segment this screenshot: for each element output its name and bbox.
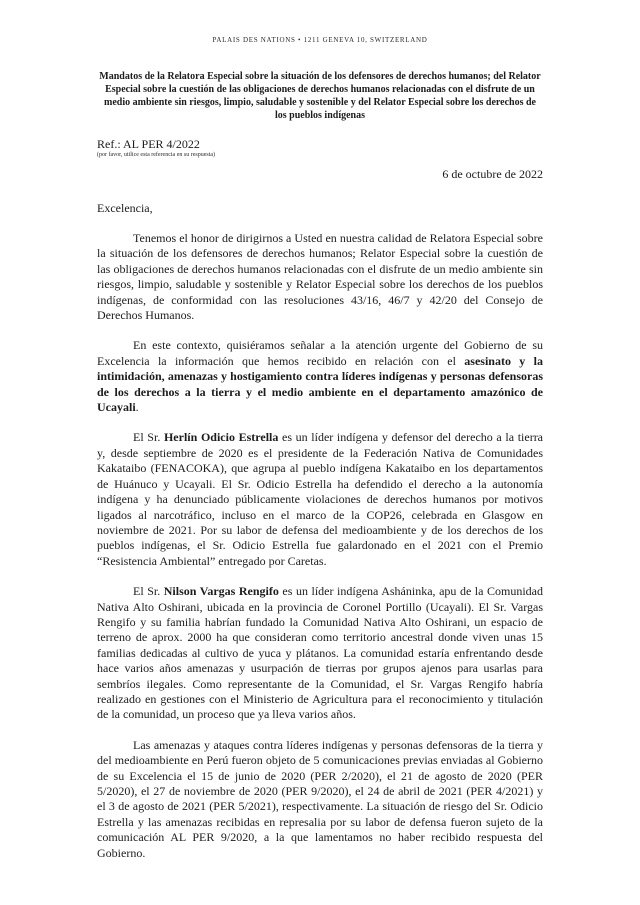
text-run: El Sr. xyxy=(133,584,164,599)
text-run: Las amenazas y ataques contra líderes indígenas y personas defensoras de la tierra y del medioambiente en Perú fueron objeto de 5 comunicaciones previas enviadas al Gobierno de su Excelencia el 15 de junio de 2020 (PER 2/2020), el 21 de agosto de 2020 (PER 5/2020), el 27 de noviembre de 2020 (PER 9/2020), el 24 de abril de 2021 (PER 4/2021) y el 3 de agosto de 2021 (PER 5/2021), respectivamente. La situación de riesgo del Sr. Odicio Estrella y las amenazas recibidas en represalia por su labor de defensa fueron sujeto de la comunicación AL PER 9/2020, a la que lamentamos no haber recibido respuesta del Gobierno. xyxy=(97,737,543,860)
reference-note: (por favor, utilice esta referencia en su respuesta) xyxy=(97,152,216,158)
letter-body xyxy=(97,231,543,861)
bold-text-run: Nilson Vargas Rengifo xyxy=(163,584,279,599)
date-line: 6 de octubre de 2022 xyxy=(442,167,543,181)
body-paragraph xyxy=(97,338,543,415)
letterhead: PALAIS DES NATIONS • 1211 GENEVA 10, SWITZERLAND xyxy=(212,36,428,44)
text-run: es un líder indígena y defensor del derecho a la tierra y, desde septiembre de 2020 es el presidente de la Federación Nativa de Comunidades Kakataibo (FENACOKA), que agrupa al pueblo indígena Kakataibo en los departamentos de Huánuco y Ucayali. El Sr. Odicio Estrella ha defendido el derecho a la autonomía indígena y ha denunciado públicamente violaciones de derechos humanos por motivos ligados al narcotráfico, incluso en el marco de la COP26, celebrada en Glasgow en noviembre de 2021. Por su labor de defensa del medioambiente y de los derechos de los pueblos indígenas, el Sr. Odicio Estrella fue galardonado en el 2021 con el Premio “Resistencia Ambiental” entregado por Caretas. xyxy=(97,430,544,568)
text-run: . xyxy=(135,400,139,415)
body-paragraph xyxy=(97,584,543,723)
body-paragraph xyxy=(97,231,543,323)
mandate-heading: Mandatos de la Relatora Especial sobre la situación de los defensores de derechos humanos; del Relator Especial sobre la cuestión de las obligaciones de derechos humanos relacionadas con el disfrute de un medio ambiente sin riesgos, limpio, saludable y sostenible y del Relator Especial sobre los derechos de los pueblos indígenas xyxy=(99,71,541,121)
text-run: Tenemos el honor de dirigirnos a Usted en nuestra calidad de Relatora Especial sobre la situación de los defensores de derechos humanos; Relator Especial sobre la cuestión de las obligaciones de derechos humanos relacionadas con el disfrute de un medio ambiente sin riesgos, limpio, saludable y sostenible y Relator Especial sobre los derechos de los pueblos indígenas, de conformidad con las resoluciones 43/16, 46/7 y 42/20 del Consejo de Derechos Humanos. xyxy=(97,231,543,323)
body-paragraph xyxy=(97,430,543,569)
body-paragraph xyxy=(97,738,543,861)
salutation: Excelencia, xyxy=(97,201,153,215)
text-run: El Sr. xyxy=(133,430,164,445)
text-run: En este contexto, quisiéramos señalar a la atención urgente del Gobierno de su Excelencia la información que hemos recibido en relación con el xyxy=(97,338,543,368)
text-run: es un líder indígena Asháninka, apu de la Comunidad Nativa Alto Oshirani, ubicada en la provincia de Coronel Portillo (Ucayali). El Sr. Vargas Rengifo y su familia habrían fundado la Comunidad Nativa Alto Oshirani, un espacio de terreno de aprox. 2000 ha que consideran como territorio ancestral donde viven unas 15 familias dedicadas al cultivo de yuca y plátanos. La comunidad estaría enfrentando desde hace varios años amenazas y usurpación de tierras por grupos ajenos para usarlas para sembríos ilegales. Como representante de la Comunidad, el Sr. Vargas Rengifo habría realizado en gestiones con el Ministerio de Agricultura para el reconocimiento y titulación de la comunidad, un proceso que ya lleva varios años. xyxy=(97,584,544,722)
bold-text-run: asesinato y la intimidación, amenazas y hostigamiento contra líderes indígenas y personas defensoras de los derechos a la tierra y el medio ambiente en el departamento amazónico de Ucayali xyxy=(97,353,543,415)
reference-line: Ref.: AL PER 4/2022 xyxy=(97,137,200,151)
bold-text-run: Herlín Odicio Estrella xyxy=(163,430,279,445)
